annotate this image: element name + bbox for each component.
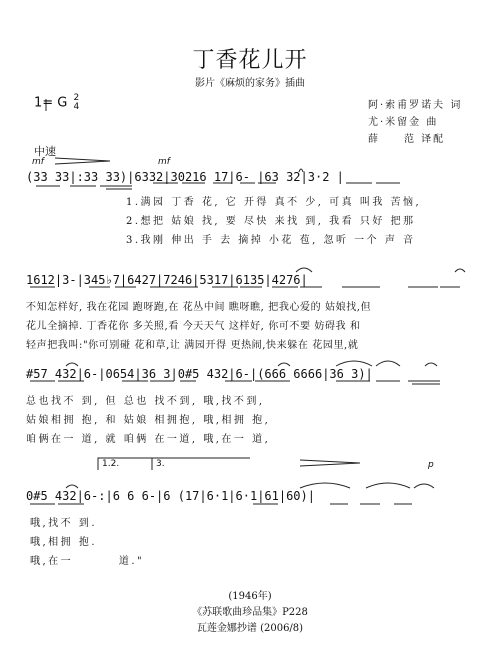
lyricist-credit: 阿·索甫罗诺夫 词 (368, 100, 463, 111)
tempo-marking: 中速 (34, 145, 56, 158)
system3-lyric-1: 总也找不 到, 但 总也 找不到, 哦,找不到, (26, 396, 265, 407)
system2-notes: 1612|3-|345♭7|6427|7246|5317|6135|4276| (26, 273, 308, 287)
system4-lyric-3: 哦,在一 道." (30, 556, 145, 567)
system3-lyric-3: 咱俩在一 道, 就 咱俩 在一道, 哦,在一 道, (26, 434, 271, 445)
system1-lyric-2: 2.想把 姑娘 找, 要 尽快 来找 到, 我看 只好 把那 (126, 216, 416, 227)
system4-notes: 0#5 432|6-:|6 6 6-|6 (17|6·1|6·1|61|60)| (26, 489, 315, 503)
time-bottom: 4 (73, 102, 80, 112)
key-signature (34, 94, 79, 112)
system2-lyric-1: 不知怎样好, 我在花园 跑呀跑,在 花丛中间 瞧呀瞧, 把我心爱的 姑娘找,但 (26, 302, 372, 313)
volta-3: 3. (156, 459, 165, 469)
system2-lyric-2: 花儿全摘掉. 丁香花你 多关照,看 今天天气 这样好, 你可不要 妨碍我 和 (26, 321, 361, 332)
dynamic-intro: mf (32, 157, 44, 167)
footer-year: (1946年) (228, 591, 272, 602)
system1-lyric-3: 3.我刚 伸出 手 去 摘掉 小花 苞, 忽听 一个 声 音 (126, 235, 416, 246)
time-signature (74, 94, 80, 112)
dynamic-verse: mf (158, 157, 170, 167)
key-label: 1= G (34, 95, 68, 111)
song-subtitle: 影片《麻烦的家务》插曲 (195, 78, 305, 89)
system4-lyric-1: 哦,找不 到. (30, 518, 98, 529)
system3-lyric-2: 姑娘相拥 抱, 和 姑娘 相拥抱, 哦,相拥 抱, (26, 415, 271, 426)
translator-credit: 薛 范 译配 (368, 134, 446, 145)
system1-notes: (33 33|:33 33)|6332|30216 17|6- |63 32|3·2 | (26, 170, 344, 184)
volta-1-2: 1.2. (102, 459, 120, 469)
song-title: 丁香花儿开 (192, 48, 308, 73)
composer-credit: 尤·米留金 曲 (368, 117, 439, 128)
system1-lyric-1: 1.满园 丁香 花, 它 开得 真不 少, 可真 叫我 苦恼, (126, 197, 422, 208)
dynamic-end: p (428, 460, 434, 470)
system2-lyric-3: 轻声把我叫:"你可别碰 花和草,让 满园开得 更热闹,快来躲在 花园里,就 (26, 340, 359, 351)
footer-transcriber: 瓦莲金娜抄谱 (2006/8) (196, 623, 304, 634)
system3-notes: #57 432|6-|0654|36 3|0#5 432|6-|(666 6666|36 3)| (26, 367, 373, 381)
system4-lyric-2: 哦,相拥 抱. (30, 537, 98, 548)
footer-source: 《苏联歌曲珍品集》P228 (192, 607, 308, 618)
time-top: 2 (73, 93, 80, 103)
